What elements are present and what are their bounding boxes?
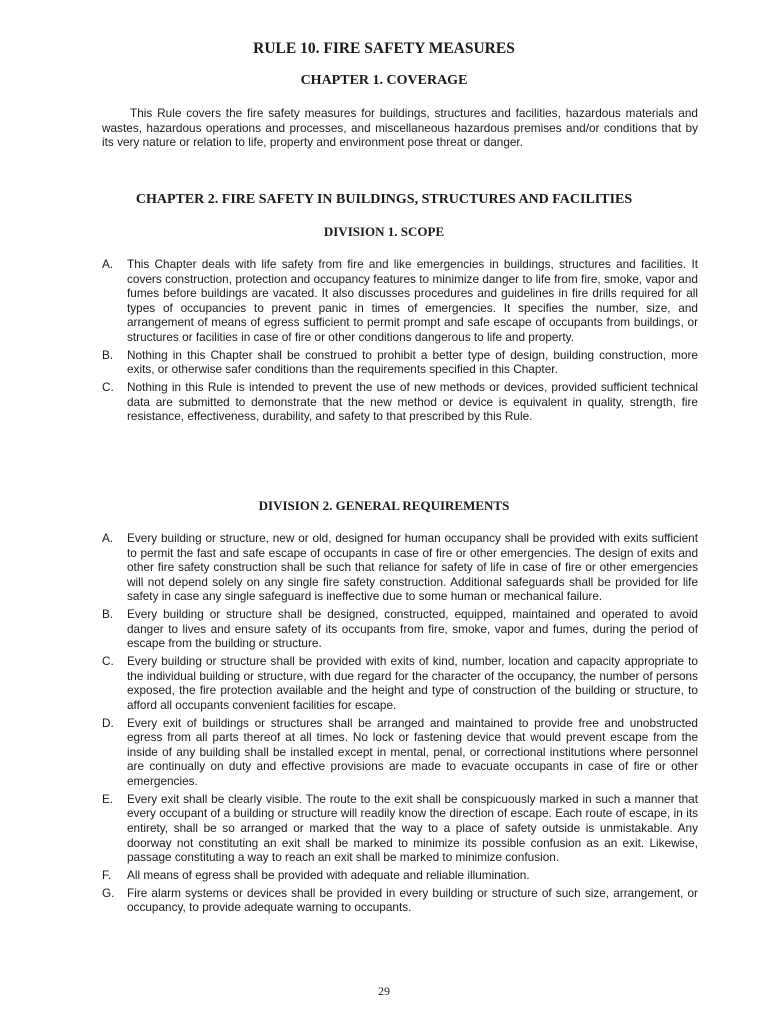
list-item (102, 380, 698, 424)
item-text: Every building or structure shall be designed, constructed, equipped, maintained and operated to avoid danger to lives and ensure safety of its occupants from fire, smoke, vapor and fumes, during the period of escape from the building or structure. (127, 607, 698, 651)
item-text: Every building or structure, new or old, designed for human occupancy shall be provided with exits sufficient to permit the fast and safe escape of occupants in case of fire or other emergencies. The design of exits and other fire safety construction shall be such that reliance for safety of life in case of fire or other emergencies will not depend solely on any single fire safety construction. Additional safeguards shall be provided for life safety in case any single safeguard is ineffective due to some human or mechanical failure. (127, 531, 698, 604)
item-text: Nothing in this Rule is intended to prevent the use of new methods or devices, provided sufficient technical data are submitted to demonstrate that the new method or device is equivalent in quality, strength, fire resistance, effectiveness, durability, and safety to that prescribed by this Rule. (127, 380, 698, 424)
item-letter: G. (102, 885, 115, 900)
list-item (102, 257, 698, 345)
item-letter: D. (102, 715, 114, 730)
division2-title: DIVISION 2. GENERAL REQUIREMENTS (258, 498, 510, 513)
list-item (102, 531, 698, 604)
chapter1-text: This Rule covers the fire safety measures for buildings, structures and facilities, hazardous materials and wastes, hazardous operations and processes, and miscellaneous hazardous premises and/or conditions that by its very nature or relation to life, property and environment pose threat or danger. (102, 106, 698, 150)
chapter1-title: CHAPTER 1. COVERAGE (300, 73, 468, 88)
item-letter: A. (102, 531, 114, 545)
page-number: 29 (378, 984, 390, 998)
item-text: This Chapter deals with life safety from fire and like emergencies in buildings, structures and facilities. It covers construction, protection and occupancy features to minimize danger to life from fire, smoke, vapor and fumes before buildings are vacated. It also discusses procedures and guidelines in fire drills required for all types of occupancies to prevent panic in times of emergencies. It specifies the number, size, and arrangement of means of egress sufficient to permit prompt and safe escape of occupants from buildings, or structures or facilities in case of fire or other conditions dangerous to life and property. (127, 257, 698, 344)
list-item (102, 886, 698, 915)
chapter2-title: CHAPTER 2. FIRE SAFETY IN BUILDINGS, STRUCTURES AND FACILITIES (135, 192, 633, 207)
list-item (102, 792, 698, 865)
item-letter: C. (102, 380, 114, 395)
item-text: All means of egress shall be provided with adequate and reliable illumination. (127, 868, 530, 882)
rule-title: RULE 10. FIRE SAFETY MEASURES (253, 40, 515, 57)
list-item (102, 348, 698, 377)
list-item (102, 607, 698, 651)
list-item (102, 868, 698, 883)
item-text: Every building or structure shall be provided with exits of kind, number, location and capacity appropriate to the individual building or structure, with due regard for the character of the occupancy, the number of persons exposed, the fire protection available and the height and type of construction of the building or structure, to afford all occupants convenient facilities for escape. (127, 654, 698, 712)
division1-list (102, 257, 698, 427)
item-text: Every exit shall be clearly visible. The route to the exit shall be conspicuously marked in such a manner that every occupant of a building or structure will readily know the direction of escape. Each route of escape, in its entirety, shall be so arranged or marked that the way to a place of safety outside is unmistakable. Any doorway not constituting an exit shall be marked to minimize its possible confusion as an exit. Likewise, passage constituting a way to reach an exit shall be marked to minimize confusion. (127, 791, 698, 865)
division2-list (102, 531, 698, 918)
list-item (102, 716, 698, 789)
item-letter: B. (102, 607, 114, 622)
division1-title: DIVISION 1. SCOPE (323, 224, 445, 239)
item-letter: A. (102, 257, 114, 271)
list-item (102, 654, 698, 712)
item-letter: E. (102, 791, 114, 806)
item-text: Nothing in this Chapter shall be construed to prohibit a better type of design, building construction, more exits, or otherwise safer conditions than the requirements specified in this Chapter. (127, 347, 698, 377)
item-text: Every exit of buildings or structures shall be arranged and maintained to provide free and unobstructed egress from all parts thereof at all times. No lock or fastening device that would prevent escape from the inside of any building shall be installed except in mental, penal, or correctional institutions where personnel are continually on duty and effective provisions are made to evacuate occupants in case of fire or other emergencies. (127, 715, 698, 789)
item-letter: F. (102, 868, 112, 882)
item-letter: B. (102, 347, 114, 362)
item-letter: C. (102, 654, 114, 669)
item-text: Fire alarm systems or devices shall be provided in every building or structure of such size, arrangement, or occupancy, to provide adequate warning to occupants. (127, 885, 698, 915)
